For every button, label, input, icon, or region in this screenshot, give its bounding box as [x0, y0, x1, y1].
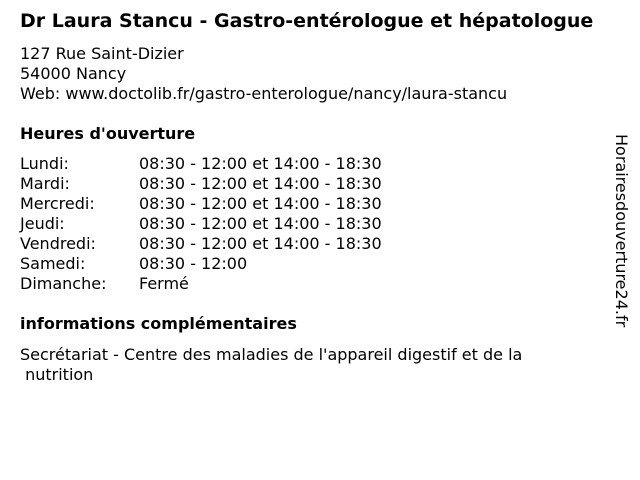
page-title: Dr Laura Stancu - Gastro-entérologue et hépatologue [20, 10, 594, 32]
opening-hours-table [20, 154, 382, 294]
hours-row-thursday [20, 214, 382, 234]
hours-row-monday [20, 154, 382, 174]
day-hours: Fermé [139, 274, 189, 293]
hours-row-sunday [20, 274, 382, 294]
hours-row-wednesday [20, 194, 382, 214]
additional-info-text [20, 345, 580, 385]
website-line[interactable]: Web: www.doctolib.fr/gastro-enterologue/nancy/laura-stancu [20, 84, 508, 103]
day-label: Samedi: [20, 254, 86, 273]
street-address: 127 Rue Saint-Dizier [20, 44, 184, 63]
opening-hours-heading: Heures d'ouverture [20, 124, 196, 143]
info-line-1: Secrétariat - Centre des maladies de l'appareil digestif et de la [20, 345, 523, 364]
day-hours: 08:30 - 12:00 [139, 254, 248, 273]
day-hours: 08:30 - 12:00 et 14:00 - 18:30 [139, 174, 382, 193]
day-label: Mercredi: [20, 194, 95, 213]
day-label: Dimanche: [20, 274, 107, 293]
day-label: Vendredi: [20, 234, 96, 253]
info-line-2: nutrition [20, 365, 94, 384]
day-hours: 08:30 - 12:00 et 14:00 - 18:30 [139, 214, 382, 233]
day-label: Lundi: [20, 154, 69, 173]
site-watermark: Horairesdouverture24.fr [612, 134, 631, 328]
day-hours: 08:30 - 12:00 et 14:00 - 18:30 [139, 234, 382, 253]
day-label: Jeudi: [20, 214, 65, 233]
hours-row-friday [20, 234, 382, 254]
day-hours: 08:30 - 12:00 et 14:00 - 18:30 [139, 194, 382, 213]
address-block [20, 44, 507, 104]
hours-row-saturday [20, 254, 382, 274]
additional-info-heading: informations complémentaires [20, 314, 297, 333]
day-label: Mardi: [20, 174, 70, 193]
city-postal-code: 54000 Nancy [20, 64, 127, 83]
hours-row-tuesday [20, 174, 382, 194]
day-hours: 08:30 - 12:00 et 14:00 - 18:30 [139, 154, 382, 173]
